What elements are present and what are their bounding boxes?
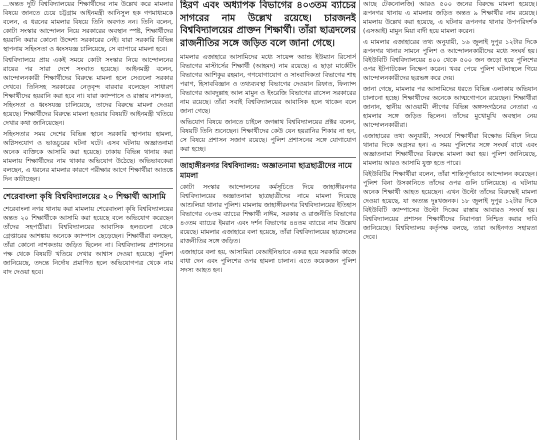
column-divider xyxy=(359,0,360,440)
article-paragraph: অভিযোগ বিষয়ে জানতে চাইলে জগন্নাথ বিশ্ববিদ্যালয়ের প্রক্টর বলেন, বিষয়টি তিনি শুনেছেন। শিক্ষার্থীদের কেউ যেন হয়রানির শিকার না হন, সে বিষয়ে প্রশাসন সজাগ রয়েছে। পুলিশ প্রশাসনের সঙ্গে যোগাযোগ করা হচ্ছে। xyxy=(180,119,356,153)
article-paragraph: বিশ্ববিদ্যালয়ে প্রায় একই সময়ে কোটা সংস্কার নিয়ে আন্দোলনের রায়ের পর সারা দেশে সংঘাত হয়েছে। আইনমন্ত্রী বলেন, আন্দোলনকারী শিক্ষার্থীদের বিরুদ্ধে মামলা হলে সেগুলো সরকার দেখবে। তিনিসহ সরকারের নেতৃবৃন্দ বারবার বলেছেন সাধারণ শিক্ষার্থীদের হয়রানি করা হবে না। যারা ক্যাম্পাসে ও রাস্তায় নাশকতা, সহিংসতা ও ধ্বংসযজ্ঞ চালিয়েছে, তাদের বিরুদ্ধে মামলা দেওয়া হয়েছে। শিক্ষার্থীদের বিরুদ্ধে মামলা হওয়ার বিষয়টি আইনমন্ত্রী খতিয়ে দেখার কথা জানিয়েছেন। xyxy=(3,57,173,127)
article-paragraph: বিইউবিটির শিক্ষার্থীরা বলেন, তাঁরা শান্তিপূর্ণভাবে আন্দোলন করেছেন। পুলিশ বিনা উসকানিতে তাঁদের ওপর গুলি চালিয়েছে। এ ঘটনায় অনেক শিক্ষার্থী আহত হয়েছেন। এখন উল্টো তাঁদের বিরুদ্ধেই মামলা দেওয়া হয়েছে, যা অত্যন্ত দুঃখজনক। ১৮ জুলাই দুপুর ১২টার দিকে বিইউবিটি ক্যাম্পাসের উল্টো দিকের রাস্তায় আবারও সংঘর্ষ হয়। বিশ্ববিদ্যালয়ের প্রশাসন শিক্ষার্থীদের নিরাপত্তা নিশ্চিত করার দাবি জানিয়েছে। বিশ্ববিদ্যালয় কর্তৃপক্ষ বলছে, তারা আইনগত সহায়তা দেবে। xyxy=(363,171,537,241)
column-left xyxy=(3,0,173,440)
article-paragraph: ...অন্তত দুটি বিশ্ববিদ্যালয়ের শিক্ষার্থীদের নাম উল্লেখ করে মামলার বিষয়ে জানতে চেয়ে চট্টগ্রাম আইনমন্ত্রী আনিসুল হক গণমাধ্যমকে বলেন, এ ধরনের মামলার বিষয়ে তিনি অবগত নন। তিনি বলেন, কোটা সংস্কার আন্দোলন নিয়ে সরকারের অবস্থান স্পষ্ট, শিক্ষার্থীদের হয়রানি করার কোনো উদ্দেশ্য সরকারের নেই। যারা সরকারি বিভিন্ন স্থাপনায় সহিংসতা ও ধ্বংসযজ্ঞ চালিয়েছে, সে ব্যাপারে মামলা হবে। xyxy=(3,1,173,53)
column-middle xyxy=(180,0,356,440)
story-headline: শেরেবাংলা কৃষি বিশ্ববিদ্যালয়ের ২০ শিক্ষার্থী আসামি xyxy=(3,188,173,203)
article-paragraph: এ মামলার এজাহারের তথ্য অনুযায়ী, ১৬ জুলাই দুপুর ১২টার দিকে রূপনগর থানার সামনে পুলিশ ও আন্দোলনকারীদের মধ্যে সংঘর্ষ হয়। বিইউবিটি বিশ্ববিদ্যালয়ের ৪০০ থেকে ৫০০ জন জড়ো হয়ে পুলিশের ওপর ইটপাটকেল নিক্ষেপ করেন। খবর পেয়ে পুলিশ ঘটনাস্থলে গিয়ে আন্দোলনকারীদের ছত্রভঙ্গ করে দেয়। xyxy=(363,39,537,82)
article-paragraph: এজাহারের তথ্য অনুযায়ী, সংঘর্ষে শিক্ষার্থীরা বিক্ষোভ মিছিল নিয়ে থানার দিকে অগ্রসর হন। এ সময় পুলিশের সঙ্গে সংঘর্ষ বাধে এবং অজ্ঞাতনামা শিক্ষার্থীদের বিরুদ্ধে মামলা করা হয়। পুলিশ জানিয়েছে, মামলায় আরও আসামি যুক্ত হতে পারে। xyxy=(363,133,537,167)
intro-lead-text: হিরণ এবং অধ্যাপক বিভাগের ৪০৩তম ব্যাচের সাগরের নাম উল্লেখ রয়েছে। চারজনই বিশ্ববিদ্যালয়ের প্রাক্তন শিক্ষার্থী। তাঁরা ছাত্রদলের রাজনীতির সঙ্গে জড়িত বলে জানা গেছে। xyxy=(180,0,356,49)
article-paragraph: আছে টেকনোলজি) আরও ৫০০ জনের বিরুদ্ধে মামলা হয়েছে। রূপনগর থানায় এ মামলায় জড়িত অন্তত ৯ শিক্ষার্থীর নাম রয়েছে। মামলায় উল্লেখ করা হয়েছে, এ ঘটনায় রূপনগর থানার উপপরিদর্শক (এসআই) মামুন মিয়া বাদী হয়ে মামলা করেন। xyxy=(363,1,537,35)
article-paragraph: শেরেবাংলা নগর থানায় করা মামলায় শেরেবাংলা কৃষি বিশ্ববিদ্যালয়ের অন্তত ২০ শিক্ষার্থীকে আসামি করা হয়েছে বলে অভিযোগ করেছেন তাঁদের সহপাঠীরা। বিশ্ববিদ্যালয়ের আবাসিক হলগুলো থেকে গ্রেপ্তারের আশঙ্কায় অনেকে ক্যাম্পাস ছেড়েছেন। শিক্ষার্থীরা বলছেন, তাঁরা কোনো নাশকতায় জড়িত ছিলেন না। বিশ্ববিদ্যালয় প্রশাসনের পক্ষ থেকে বিষয়টি খতিয়ে দেখার আশ্বাস দেওয়া হয়েছে। পুলিশ জানিয়েছে, তদন্তে নির্দোষ প্রমাণিত হলে অভিযোগপত্র থেকে নাম বাদ দেওয়া হবে। xyxy=(3,205,173,276)
column-right xyxy=(363,0,537,440)
article-paragraph: সহিংসতার সময় দেশের বিভিন্ন স্থানে সরকারি স্থাপনায় হামলা, অগ্নিসংযোগ ও ভাঙচুরের ঘটনা ঘটে। এসব ঘটনায় অজ্ঞাতনামা অনেক ব্যক্তিকে আসামি করা হয়েছে। ঢাকায় বিভিন্ন থানায় করা মামলায় শিক্ষার্থীদের নাম থাকার অভিযোগ উঠেছে। অভিভাবকেরা বলছেন, এ ধরনের মামলার কারণে পরীক্ষার আগে শিক্ষার্থীরা আতঙ্কে দিন কাটাচ্ছেন। xyxy=(3,131,173,183)
article-paragraph: এজাহারে বলা হয়, আসামিরা বেআইনিভাবে একত্র হয়ে সরকারি কাজে বাধা দেন এবং পুলিশের ওপর হামলা চালান। এতে কয়েকজন পুলিশ সদস্য আহত হন। xyxy=(180,249,356,274)
story-headline: জাহাঙ্গীরনগর বিশ্ববিদ্যালয়: অজ্ঞাতনামা ছাত্রছাত্রীদের নামে মামলা xyxy=(180,157,356,181)
article-paragraph: কোটা সংস্কার আন্দোলনের কর্মসূচিতে দিয়ে জাহাঙ্গীরনগর বিশ্ববিদ্যালয়ের অজ্ঞাতনামা ছাত্রছাত্রীদের নামে মামলা দিয়েছে আশুলিয়া থানার পুলিশ। মামলায় জাহাঙ্গীরনগর বিশ্ববিদ্যালয়ের ইতিহাস বিভাগের ৩৮তম ব্যাচের শিক্ষার্থী নাঈম, সরকার ও রাজনীতি বিভাগের ৪৩তম ব্যাচের ইমরান এবং দর্শন বিভাগের ৪৪তম ব্যাচের নাম উল্লেখ রয়েছে। মামলার এজাহারে বলা হয়েছে, তাঁরা বিশ্ববিদ্যালয়ের ছাত্রদলের রাজনীতির সঙ্গে জড়িত। xyxy=(180,184,356,245)
article-paragraph: জানা গেছে, মামলার পর আসামিদের ধরতে বিভিন্ন এলাকায় অভিযান চালানো হচ্ছে। শিক্ষার্থীদের অনেকে আত্মগোপনে রয়েছেন। শিক্ষার্থীরা জানান, স্থানীয় আওয়ামী লীগের বিভিন্ন অঙ্গসংগঠনের নেতারা এ হামলার সঙ্গে জড়িত ছিলেন। তাঁদের মুখোমুখি অবস্থান নেয় আন্দোলনকারীরা। xyxy=(363,86,537,129)
article-paragraph: মামলার এজাহারে আসামিদের মধ্যে সায়েন্স অ্যান্ড ইউম্যান রিসোর্স বিভাগের মাস্টার্সের শিক্ষার্থী (আহমদ) নাম রয়েছে। এ ছাড়া মার্কেটিং বিভাগের আশিকুর রহমান, গণযোগাযোগ ও সাংবাদিকতা বিভাগের শাহ পরাণ, হিসাববিজ্ঞান ও তথ্যব্যবস্থা বিভাগের দেওয়ান রিফাত, ফিন্যান্স বিভাগের আবদুল্লাহ আল মামুন ও ইংরেজি বিভাগের রাসেল সরকারের নাম রয়েছে। তাঁরা সবাই বিশ্ববিদ্যালয়ের আবাসিক হলে থাকেন বলে জানা গেছে। xyxy=(180,54,356,115)
highlighted-intro xyxy=(180,0,356,50)
column-divider xyxy=(176,0,177,440)
